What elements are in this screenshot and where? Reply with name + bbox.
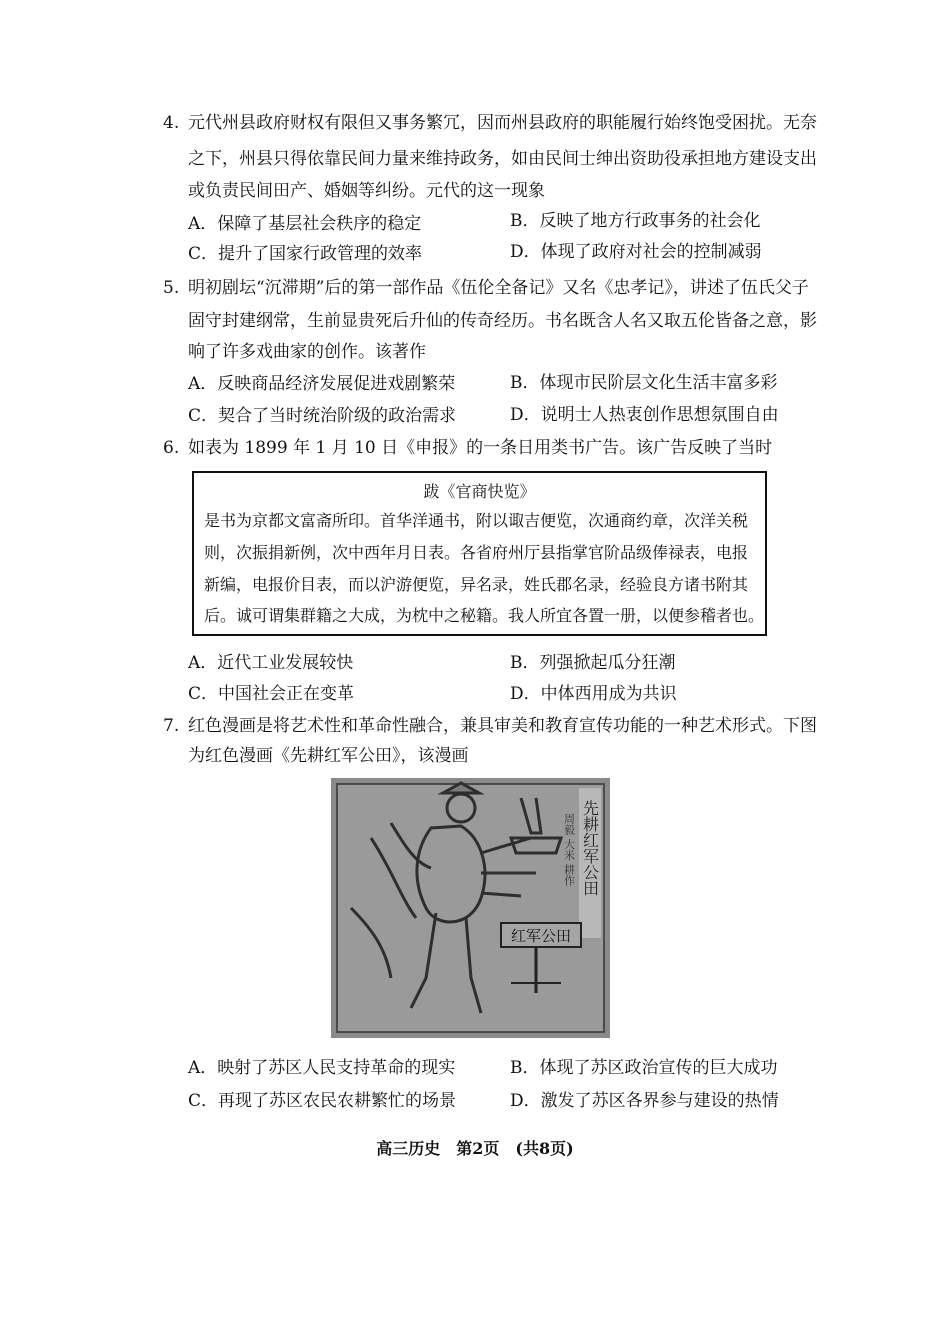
q6-option-c[interactable]: C．中国社会正在变革 xyxy=(188,684,355,704)
red-cartoon-image xyxy=(331,778,610,1038)
q6-ad-title: 跋《官商快览》 xyxy=(423,482,536,501)
q7-line-2: 为红色漫画《先耕红军公田》，该漫画 xyxy=(188,746,469,766)
cartoon-sign-text: 红军公田 xyxy=(510,927,572,945)
q7-line-1 xyxy=(163,714,817,738)
q5-line-1 xyxy=(163,276,809,300)
q6-option-b[interactable]: B．列强掀起瓜分狂潮 xyxy=(510,653,676,673)
q6-line-1 xyxy=(163,436,772,460)
cartoon-credit: 周毅 大米 耕作 xyxy=(562,813,576,886)
q7-option-a[interactable]: A．映射了苏区人民支持革命的现实 xyxy=(188,1058,456,1078)
q6-option-d[interactable]: D．中体西用成为共识 xyxy=(510,684,677,704)
page-footer: 高三历史 第2页 (共8页) xyxy=(376,1139,574,1158)
q4-text-1: 元代州县政府财权有限但又事务繁冗，因而州县政府的职能履行始终饱受困扰。无奈 xyxy=(188,113,817,133)
q6-ad-table xyxy=(192,471,767,636)
q7-option-d[interactable]: D．激发了苏区各界参与建设的热情 xyxy=(510,1091,779,1111)
q5-number: 5. xyxy=(163,278,180,298)
q5-line-3: 响了许多戏曲家的创作。该著作 xyxy=(188,342,426,362)
q5-option-b[interactable]: B．体现市民阶层文化生活丰富多彩 xyxy=(510,373,778,393)
q5-option-c[interactable]: C．契合了当时统治阶级的政治需求 xyxy=(188,406,457,426)
q5-text-1: 明初剧坛“沉滞期”后的第一部作品《伍伦全备记》又名《忠孝记》，讲述了伍氏父子 xyxy=(188,278,809,298)
q5-line-2: 固守封建纲常，生前显贵死后升仙的传奇经历。书名既含人名又取五伦皆备之意，影 xyxy=(188,311,817,331)
q4-line-2: 之下，州县只得依靠民间力量来维持政务，如由民间士绅出资助役承担地方建设支出 xyxy=(188,149,817,169)
q4-line-1 xyxy=(163,111,817,135)
q7-option-b[interactable]: B．体现了苏区政治宣传的巨大成功 xyxy=(510,1058,778,1078)
q4-line-3: 或负责民间田产、婚姻等纠纷。元代的这一现象 xyxy=(188,181,545,201)
q5-option-d[interactable]: D．说明士人热衷创作思想氛围自由 xyxy=(510,405,779,425)
q6-stem: 如表为 1899 年 1 月 10 日《申报》的一条日用类书广告。该广告反映了当时 xyxy=(188,438,773,458)
q4-option-c[interactable]: C．提升了国家行政管理的效率 xyxy=(188,244,423,264)
q6-number: 6. xyxy=(163,438,180,458)
q4-option-d[interactable]: D．体现了政府对社会的控制减弱 xyxy=(510,242,762,262)
q7-number: 7. xyxy=(163,716,180,736)
q7-text-1: 红色漫画是将艺术性和革命性融合，兼具审美和教育宣传功能的一种艺术形式。下图 xyxy=(188,716,817,736)
q4-option-b[interactable]: B．反映了地方行政事务的社会化 xyxy=(510,211,761,231)
q6-ad-line-4: 后。诚可谓集群籍之大成，为枕中之秘籍。我人所宜各置一册，以便参稽者也。 xyxy=(204,606,765,625)
q4-option-a[interactable]: A．保障了基层社会秩序的稳定 xyxy=(188,214,422,234)
q6-ad-line-3: 新编，电报价目表，而以沪游便览，异名录，姓氏郡名录，经验良方诸书附其 xyxy=(204,575,749,594)
q4-number: 4. xyxy=(163,113,180,133)
q7-option-c[interactable]: C．再现了苏区农民农耕繁忙的场景 xyxy=(188,1091,457,1111)
q5-option-a[interactable]: A．反映商品经济发展促进戏剧繁荣 xyxy=(188,374,456,394)
q6-ad-line-2: 则，次振捐新例，次中西年月日表。各省府州厅县指掌官阶品级俸禄表，电报 xyxy=(204,543,749,562)
cartoon-caption: 先耕红军公田 xyxy=(580,800,600,896)
q6-ad-line-1: 是书为京都文富斋所印。首华洋通书，附以诹吉便览，次通商约章，次洋关税 xyxy=(204,511,749,530)
q6-option-a[interactable]: A．近代工业发展较快 xyxy=(188,653,354,673)
